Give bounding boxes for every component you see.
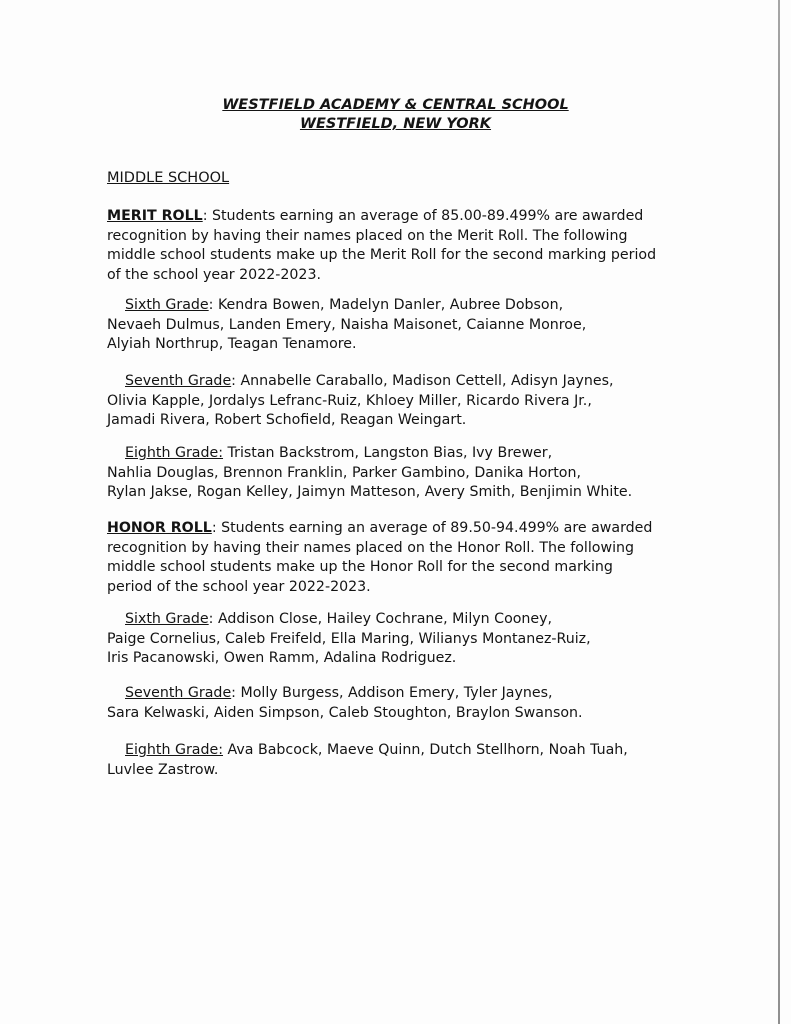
honor-eighth-grade-list: [107, 741, 677, 780]
scan-edge-line: [778, 0, 780, 1024]
grade-label: Seventh Grade: [125, 685, 232, 701]
names-line: : Molly Burgess, Addison Emery, Tyler Jaynes,: [231, 685, 553, 701]
names-line: Olivia Kapple, Jordalys Lefranc-Ruiz, Khloey Miller, Ricardo Rivera Jr.,: [107, 392, 592, 409]
names-line: Ava Babcock, Maeve Quinn, Dutch Stellhorn, Noah Tuah,: [223, 742, 628, 758]
names-line: Luvlee Zastrow.: [107, 761, 219, 778]
merit-roll-description: [107, 207, 677, 285]
grade-label: Eighth Grade:: [125, 445, 224, 461]
honor-sixth-grade-list: [107, 610, 677, 669]
merit-eighth-grade-list: [107, 444, 677, 503]
names-line: Tristan Backstrom, Langston Bias, Ivy Brewer,: [223, 445, 553, 461]
merit-desc-line: of the school year 2022-2023.: [107, 266, 321, 283]
names-line: : Annabelle Caraballo, Madison Cettell, Adisyn Jaynes,: [231, 373, 614, 389]
merit-seventh-grade-list: [107, 372, 677, 431]
names-line: Alyiah Northrup, Teagan Tenamore.: [107, 336, 357, 352]
grade-label: Seventh Grade: [125, 373, 232, 389]
school-location: WESTFIELD, NEW YORK: [299, 116, 492, 132]
names-line: Sara Kelwaski, Aiden Simpson, Caleb Stoughton, Braylon Swanson.: [107, 704, 583, 721]
merit-desc-line: : Students earning an average of 85.00-89.499% are awarded: [202, 208, 644, 224]
honor-desc-line: recognition by having their names placed on the Honor Roll. The following: [107, 539, 635, 556]
names-line: Iris Pacanowski, Owen Ramm, Adalina Rodriguez.: [107, 650, 457, 666]
names-line: Jamadi Rivera, Robert Schofield, Reagan Weingart.: [107, 412, 467, 428]
names-line: Nevaeh Dulmus, Landen Emery, Naisha Maisonet, Caianne Monroe,: [107, 316, 587, 333]
grade-label: Eighth Grade:: [125, 742, 224, 758]
honor-seventh-grade-list: [107, 684, 677, 723]
school-name: WESTFIELD ACADEMY & CENTRAL SCHOOL: [222, 97, 569, 113]
merit-roll-title: MERIT ROLL: [107, 208, 203, 224]
section-label: MIDDLE SCHOOL: [107, 170, 230, 186]
honor-desc-line: period of the school year 2022-2023.: [107, 578, 371, 595]
names-line: Nahlia Douglas, Brennon Franklin, Parker Gambino, Danika Horton,: [107, 464, 581, 481]
names-line: Rylan Jakse, Rogan Kelley, Jaimyn Matteson, Avery Smith, Benjimin White.: [107, 484, 633, 500]
merit-desc-line: recognition by having their names placed on the Merit Roll. The following: [107, 227, 628, 244]
honor-desc-line: : Students earning an average of 89.50-94.499% are awarded: [211, 520, 653, 536]
document-header: [0, 96, 791, 134]
grade-label: Sixth Grade: [125, 611, 209, 627]
names-line: Paige Cornelius, Caleb Freifeld, Ella Maring, Wilianys Montanez-Ruiz,: [107, 630, 591, 647]
merit-sixth-grade-list: [107, 296, 677, 355]
honor-desc-line: middle school students make up the Honor Roll for the second marking: [107, 559, 613, 575]
merit-desc-line: middle school students make up the Merit Roll for the second marking period: [107, 247, 657, 263]
honor-roll-title: HONOR ROLL: [107, 520, 212, 536]
grade-label: Sixth Grade: [125, 297, 209, 313]
honor-roll-description: [107, 519, 677, 597]
names-line: : Kendra Bowen, Madelyn Danler, Aubree Dobson,: [208, 297, 564, 313]
names-line: : Addison Close, Hailey Cochrane, Milyn Cooney,: [208, 611, 553, 627]
